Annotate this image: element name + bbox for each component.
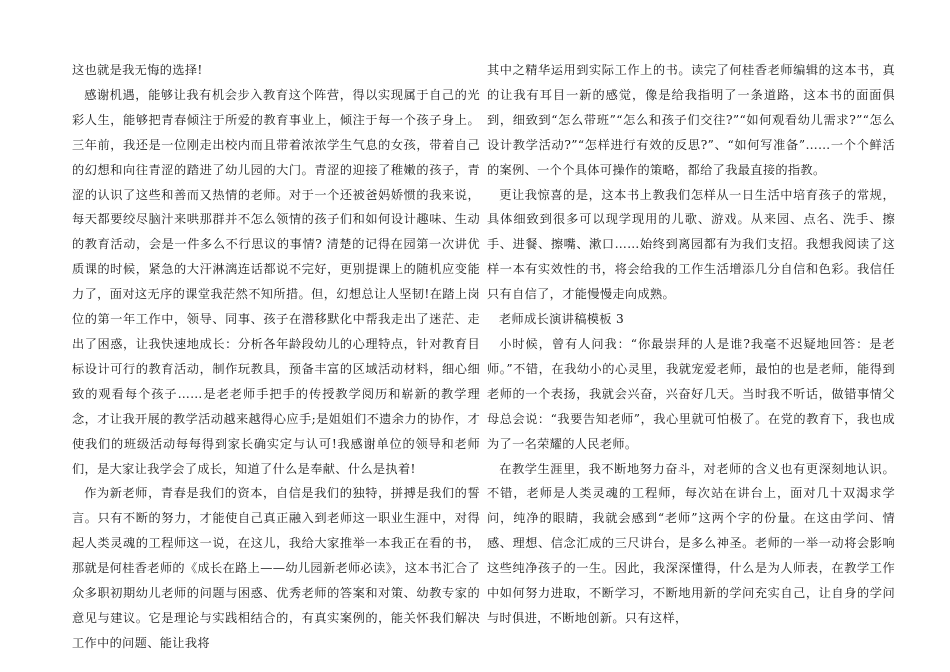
paragraph: 感谢机遇，能够让我有机会步入教育这个阵营，得以实现属于自己的光彩人生，能够把青春倾注于所爱的教育事业上，倾注于每一个孩子身上。三年前，我还是一位刚走出校内而且带着浓浓学生气息的女孩，带着自己的幻想和向往青涩的踏进了幼儿园的大门。青涩的迎接了稚嫩的孩子，青涩的认识了这些和善而又热情的老师。对于一个还被爸妈娇惯的我来说，每天都要绞尽脑汁来哄那群并不怎么领情的孩子们和如何设计趣味、生动的教育活动，会是一件多么不行思议的事情? 清楚的记得在园第一次讲优质课的时候，紧急的大汗淋漓连话都说不完好，更别提课上的随机应变能力了，面对这无序的课堂我茫然不知所措。但，幻想总让人坚韧!在踏上岗位的第一年工作中，领导、同事、孩子在潜移默化中帮我走出了迷茫、走出了困惑，让我快速地成长：分析各年龄段幼儿的心理特点，针对教育目标设计可行的教育活动，制作玩教具，预备丰富的区域活动材料，细心细致的观看每个孩子……是老老师手把手的传授教学阅历和崭新的教学理念，才让我开展的教学活动越来越得心应手;是姐姐们不遗余力的协作，才使我们的班级活动每每得到家长确实定与认可!我感谢单位的领导和老师们，是大家让我学会了成长，知道了什么是奉献、什么是执着! xyxy=(72,87,480,476)
paragraph: 更让我惊喜的是，这本书上教我们怎样从一日生活中培育孩子的常规，具体细致到很多可以现学现用的儿歌、游戏。从来园、点名、洗手、擦手、进餐、擦嘴、漱口……始终到离园都有为我们支招。我想我阅读了这样一本有实效性的书，将会给我的工作生活增添几分自信和色彩。我信任只有自信了，才能慢慢走向成熟。 xyxy=(487,187,895,302)
left-column xyxy=(72,58,480,656)
paragraph: 这也就是我无悔的选择! xyxy=(72,63,203,77)
paragraph: 在教学生涯里，我不断地努力奋斗，对老师的含义也有更深刻地认识。不错，老师是人类灵魂的工程师，每次站在讲台上，面对几十双渴求学问，纯净的眼睛，我就会感到“老师”这两个字的份量。在这由学问、情感、理想、信念汇成的三尺讲台，是多么神圣。老师的一举一动将会影响这些纯净孩子的一生。因此，我深深懂得，什么是为人师表，在教学工作中如何努力进取，不断学习，不断地用新的学问充实自己，让自身的学问与时俱进，不断地创新。只有这样， xyxy=(487,461,895,625)
paragraph: 其中之精华运用到实际工作上的书。读完了何桂香老师编辑的这本书，真的让我有耳目一新的感觉，像是给我指明了一条道路，这本书的面面俱到，细致到“怎么带班”“怎么和孩子们交往?”“如何观看幼儿需求?”“怎么设计教学活动?”“怎样进行有效的反思?”、“如何写准备”……一个个鲜活的案例、一个个具体可操作的策略，都给了我最直接的指教。 xyxy=(487,63,895,177)
paragraph: 小时候，曾有人问我：“你最崇拜的人是谁?我毫不迟疑地回答：是老师。”不错，在我幼小的心灵里，我就宠爱老师，最怕的也是老师，能得到老师的一个表扬，我就会兴奋，兴奋好几天。当时我不听话，做错事情父母总会说：“我要告知老师”，我心里就可怕极了。在党的教育下，我也成为了一名荣耀的人民老师。 xyxy=(487,336,895,451)
right-column xyxy=(487,58,895,631)
paragraph: 作为新老师，青春是我们的资本，自信是我们的独特，拼搏是我们的誓言。只有不断的努力，才能使自己真正融入到老师这一职业生涯中，对得起人类灵魂的工程师这一说，在这儿，我给大家推举一本我正在看的书，那就是何桂香老师的《成长在路上——幼儿园新老师必读》，这本书汇合了众多职初期幼儿老师的问题与困惑、优秀老师的答案和对策、幼教专家的意见与建议。它是理论与实践相结合的，有真实案例的，能关怀我们解决工作中的问题、能让我将 xyxy=(72,486,480,650)
section-heading: 老师成长演讲稿模板 3 xyxy=(499,312,625,327)
